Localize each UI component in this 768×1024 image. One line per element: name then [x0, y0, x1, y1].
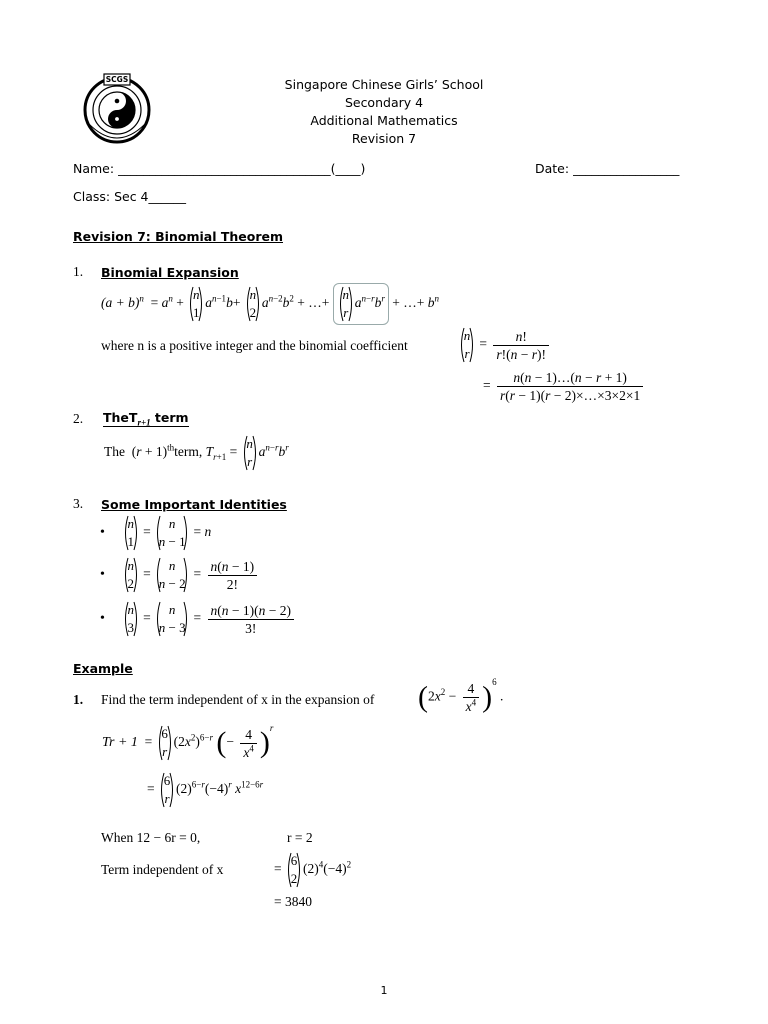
- section-1-heading: Binomial Expansion: [101, 265, 239, 280]
- r-value: r = 2: [287, 830, 313, 845]
- name-field: [73, 161, 365, 176]
- revision-title: Revision 7: Binomial Theorem: [73, 229, 283, 244]
- school-name: Singapore Chinese Girls’ School: [284, 77, 484, 92]
- page-number: 1: [380, 984, 388, 997]
- section-3-heading: Some Important Identities: [101, 497, 287, 512]
- revision-label: Revision 7: [351, 131, 417, 146]
- example-number: 1.: [73, 692, 84, 707]
- working-line-1: Tr + 1 = 6 r $(2x^2)^{6-r}$ (− $\frac{4}{x^4}$ )$^r$: [102, 722, 274, 760]
- step-label: Tr + 1: [102, 735, 138, 751]
- section-2-number: 2.: [73, 411, 84, 426]
- general-term-formula: The $(r + 1)^{th}term$, $T_{r+1}$ = n r $a^{n-r}b^r$: [104, 436, 289, 469]
- subject-name: Additional Mathematics: [310, 113, 458, 128]
- school-level: Secondary 4: [344, 95, 424, 110]
- independent-term-label: Term independent of x: [101, 862, 224, 877]
- date-label: Date:: [535, 161, 570, 176]
- binomial-coefficient-definition: n r = $\frac{n!}{r!(n - r)!}$: [458, 326, 552, 364]
- example-question: Find the term independent of x in the expansion of: [101, 692, 375, 707]
- bullet-icon: •: [100, 525, 105, 541]
- expansion-lhs: (a + b): [101, 295, 140, 311]
- binomial-expansion-formula: $(a + b)^n = a^n$ + n 1 $a^{n-1}b+$ n 2 $a^{n-2}b^2$ + …+ n r $a^{n-r}b^r$ + …+ $b^n$: [101, 283, 439, 325]
- independent-term-expression: = 6 2 $(2)^4(-4)^2$: [274, 853, 352, 886]
- bullet-icon: •: [100, 611, 105, 627]
- section-2-heading: TheT$_{r+1}$ term: [103, 410, 189, 428]
- general-term-lead: The: [104, 444, 125, 460]
- identity-1: • n 1 = n n − 1 = n: [100, 516, 212, 549]
- when-text: When 12 − 6r = 0,: [101, 830, 201, 845]
- identity-3: • n 3 = n n − 3 = $\frac{n(n - 1)(n - 2)}{3!}$: [100, 600, 297, 638]
- where-text: where n is a positive integer and the binomial coefficient: [101, 338, 408, 353]
- binomial-coefficient-expanded: = $\frac{n(n - 1)\dots(n - r + 1)}{r(r - 1)(r - 2)\times\dots\times 3\times 2\times 1}$: [483, 369, 646, 404]
- example-heading: Example: [73, 661, 133, 676]
- name-label: Name:: [73, 161, 115, 176]
- logo-text: SCGS: [105, 75, 129, 84]
- date-blank: _________________: [573, 161, 680, 176]
- section-1-number: 1.: [73, 264, 84, 279]
- question-expression: ($2x^2$ − $\frac{4}{x^4}$ )$^6$ .: [418, 677, 504, 714]
- identity-2: • n 2 = n n − 2 = $\frac{n(n - 1)}{2!}$: [100, 556, 260, 594]
- bullet-icon: •: [100, 567, 105, 583]
- general-term-text: term,: [174, 444, 203, 460]
- name-blank: __________________________________(____): [118, 161, 366, 176]
- class-field: Class: Sec 4______: [73, 189, 186, 204]
- answer: = 3840: [274, 894, 312, 909]
- working-line-2: = 6 r $(2)^{6-r}(-4)^r$ $x^{12-6r}$: [147, 773, 264, 806]
- date-field: [535, 161, 679, 176]
- section-3-number: 3.: [73, 496, 84, 511]
